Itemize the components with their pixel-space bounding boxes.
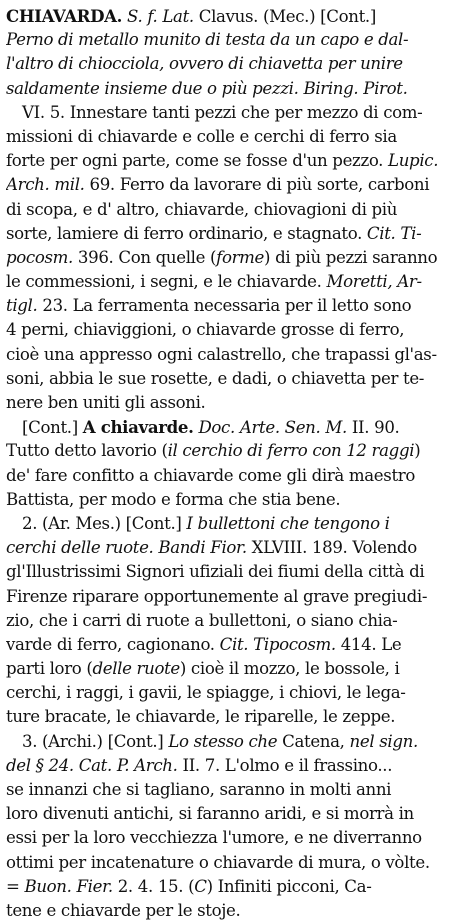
text-run: Clavus. (Mec.) [Cont.] — [193, 7, 376, 26]
text-run: 414. Le — [335, 634, 402, 654]
italic-text: Bandi Fior. — [158, 538, 247, 558]
text-run: 396. Con quelle ( — [72, 247, 217, 267]
entry-line — [6, 851, 466, 875]
text-run: 23. La ferramenta necessaria per il letto sono — [37, 296, 412, 316]
entry-line — [6, 464, 466, 488]
text-run: ) di più pezzi saranno — [264, 247, 438, 267]
entry-line — [6, 246, 466, 270]
italic-text: I bullettoni che tengono i — [186, 513, 390, 533]
italic-text: del § 24. — [6, 755, 74, 775]
text-run: missioni di chiavarde e colle e cerchi di ferro sia — [6, 126, 397, 146]
entry-line — [6, 28, 466, 52]
entry-line — [6, 318, 466, 342]
italic-text: Lo stesso che — [168, 731, 278, 751]
text-run: gl'Illustrissimi Signori ufiziali dei fiumi della città di — [6, 562, 425, 582]
text-run: 69. Ferro da lavorare di più sorte, carboni — [84, 175, 430, 195]
text-run: le commessioni, i segni, e le chiavarde. — [6, 272, 327, 292]
entry-line — [6, 754, 466, 778]
entry-line — [6, 101, 466, 125]
bold-term: A chiavarde. — [82, 417, 194, 438]
entry-line — [6, 657, 466, 681]
text-run: Firenze riparare opportunemente al grave pregiudi- — [6, 586, 428, 606]
italic-text: Cat. P. Arch. — [78, 755, 178, 775]
italic-text: tigl. — [6, 296, 38, 316]
italic-text: saldamente insieme due o più pezzi. — [6, 78, 299, 98]
entry-line — [6, 609, 466, 633]
text-run: essi per la loro vecchiezza l'umore, e ne diverranno — [6, 828, 422, 848]
text-run: cerchi, i raggi, i gavii, le spiagge, i chiovi, le lega- — [6, 683, 406, 703]
italic-text: l'altro di chiocciola, ovvero di chiavetta per unire — [6, 54, 403, 74]
entry-line — [6, 778, 466, 802]
entry-line — [6, 270, 466, 294]
italic-text: Biring. Pirot. — [303, 78, 408, 98]
text-run: loro divenuti antichi, si faranno aridi, e si morrà in — [6, 804, 414, 824]
text-run: sorte, lamiere di ferro ordinario, e stagnato. — [6, 223, 367, 243]
italic-text: Perno di metallo munito di testa da un capo e dal- — [6, 30, 409, 50]
italic-text: il cerchio di ferro con 12 raggi — [167, 441, 415, 461]
text-run: forte per ogni parte, come se fosse d'un pezzo. — [6, 151, 389, 171]
italic-text: delle ruote — [92, 659, 180, 679]
italic-text: Cit. Ti- — [366, 223, 422, 243]
text-run: ) — [414, 441, 421, 461]
entry-line — [6, 149, 466, 173]
italic-text: Cit. Tipocosm. — [219, 634, 336, 654]
entry-line — [6, 705, 466, 729]
italic-text: nel sign. — [349, 731, 418, 751]
text-run: de' fare confitto a chiavarde come gli dirà maestro — [6, 465, 415, 485]
text-run: di scopa, e d' altro, chiavarde, chiovagioni di più — [6, 199, 398, 219]
italic-text: forme — [216, 247, 265, 267]
entry-line — [6, 512, 466, 536]
text-run: nere ben uniti gli assoni. — [6, 393, 206, 412]
text-run: ) cioè il mozzo, le bossole, i — [179, 659, 400, 679]
entry-line — [6, 875, 466, 899]
italic-text: Moretti, Ar- — [326, 272, 422, 292]
entry-line — [6, 899, 466, 923]
text-run: se innanzi che si tagliano, saranno in molti anni — [6, 780, 392, 799]
text-run: varde di ferro, cagionano. — [6, 634, 220, 654]
entry-line — [6, 173, 466, 197]
entry-line — [6, 633, 466, 657]
text-run: Catena, — [277, 731, 350, 751]
text-run: II. 7. L'olmo e il frassino... — [177, 755, 393, 775]
entry-line — [6, 802, 466, 826]
text-run: parti loro ( — [6, 659, 93, 679]
entry-line — [6, 439, 466, 463]
entry-line — [6, 585, 466, 609]
italic-text: Buon. Fier. — [24, 876, 113, 896]
entry-line — [6, 391, 466, 415]
italic-text: cerchi delle ruote. — [6, 538, 154, 558]
italic-text: Lupic. — [388, 151, 439, 171]
entry-line — [6, 560, 466, 584]
text-run: zio, che i carri di ruote a bullettoni, o siano chia- — [6, 610, 398, 630]
text-run: Tutto detto lavorio ( — [6, 441, 168, 461]
entry-line — [6, 415, 466, 439]
text-run: VI. 5. Innestare tanti pezzi che per mezzo di com- — [22, 102, 423, 122]
text-run: ture bracate, le chiavarde, le riparelle, le zeppe. — [6, 707, 396, 727]
italic-text: S. f. Lat. — [127, 7, 194, 26]
entry-line — [6, 826, 466, 850]
text-run: 3. (Archi.) [Cont.] — [22, 731, 169, 751]
italic-text: pocosm. — [6, 247, 73, 267]
entry-line — [6, 52, 466, 76]
text-run: tene e chiavarde per le stoje. — [6, 900, 241, 920]
entry-line — [6, 294, 466, 318]
entry-line — [6, 125, 466, 149]
entry-line — [6, 367, 466, 391]
entry-line — [6, 222, 466, 246]
italic-text: Doc. Arte. Sen. M. — [198, 418, 347, 438]
dictionary-entry-chiavarda — [6, 4, 466, 923]
entry-line — [6, 77, 466, 101]
entry-line — [6, 730, 466, 754]
text-run: ottimi per incatenature o chiavarde di mura, o vòlte. — [6, 852, 430, 872]
entry-line — [6, 488, 466, 512]
text-run: 2. 4. 15. ( — [112, 876, 195, 896]
italic-text: Arch. mil. — [6, 175, 85, 195]
entry-line — [6, 198, 466, 222]
text-run: soni, abbia le sue rosette, e dadi, o chiavetta per te- — [6, 368, 425, 388]
entry-line — [6, 343, 466, 367]
text-run: [Cont.] — [22, 418, 83, 438]
text-run: Battista, per modo e forma che stia bene. — [6, 489, 341, 509]
text-run: II. 90. — [346, 418, 400, 438]
text-run: cioè una appresso ogni calastrello, che trapassi gl'as- — [6, 344, 437, 364]
entry-line — [6, 681, 466, 705]
text-run: XLVIII. 189. Volendo — [246, 538, 417, 558]
bold-term: CHIAVARDA. — [6, 6, 123, 26]
text-run: 2. (Ar. Mes.) [Cont.] — [22, 513, 187, 533]
entry-headline — [6, 4, 466, 28]
entry-line — [6, 536, 466, 560]
italic-text: C — [194, 876, 207, 896]
text-run: ) Infiniti picconi, Ca- — [206, 876, 372, 896]
text-run: 4 perni, chiaviggioni, o chiavarde grosse di ferro, — [6, 320, 405, 340]
text-run: = — [6, 876, 25, 896]
